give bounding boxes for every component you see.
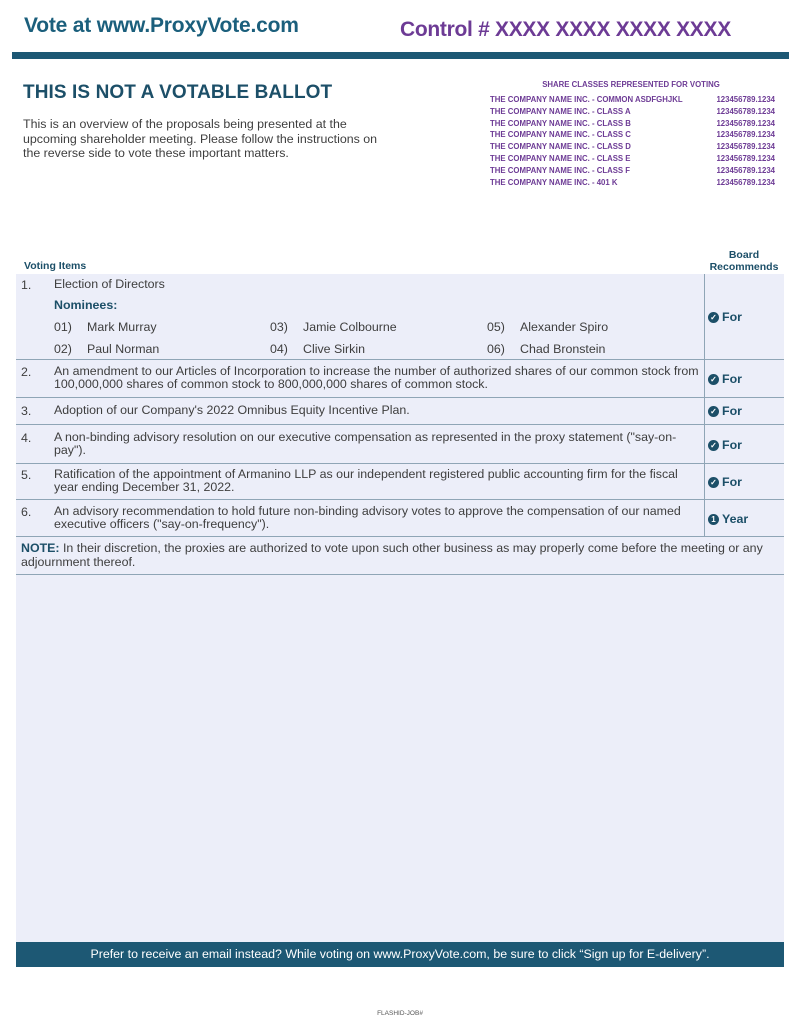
nominee-number: 05): [487, 320, 505, 334]
board-recommends-header: Board Recommends: [709, 249, 779, 273]
voting-item-5: [16, 464, 784, 500]
share-classes-box: [490, 80, 780, 188]
recommendation-label: For: [722, 404, 742, 418]
nominee: [54, 320, 157, 334]
item-text: Adoption of our Company's 2022 Omnibus Equity Incentive Plan.: [54, 403, 410, 417]
share-class-name: THE COMPANY NAME INC. - COMMON ASDFGHJKL: [490, 95, 683, 104]
nominee: [270, 342, 365, 356]
recommendation-value: [708, 404, 742, 418]
nominee-number: 02): [54, 342, 72, 356]
board-recommendation: [704, 425, 784, 463]
voting-item-6: [16, 500, 784, 537]
item-text: A non-binding advisory resolution on our executive compensation as represented in the proxy statement ("say-on-pay").: [54, 430, 677, 457]
recommendation-label: For: [722, 372, 742, 386]
nominee-number: 01): [54, 320, 72, 334]
vote-url-heading: Vote at www.ProxyVote.com: [24, 14, 299, 37]
recommendation-label: For: [722, 475, 742, 489]
header-bar: [12, 52, 789, 59]
share-class-row: [490, 118, 780, 130]
share-class-row: [490, 106, 780, 118]
voting-item-4: [16, 425, 784, 464]
item-number: 2.: [21, 365, 32, 379]
item-number: 3.: [21, 404, 32, 418]
nominee-number: 04): [270, 342, 288, 356]
recommendation-label: For: [722, 310, 742, 324]
share-class-name: THE COMPANY NAME INC. - CLASS F: [490, 165, 631, 175]
share-class-value: 123456789.1234: [716, 142, 775, 152]
voting-item-2: [16, 360, 784, 398]
nominee-name: Paul Norman: [87, 342, 160, 356]
share-class-value: 123456789.1234: [716, 106, 775, 116]
share-class-value: 123456789.1234: [716, 95, 775, 104]
check-circle-icon: ✓: [708, 406, 719, 417]
nominee-name: Clive Sirkin: [303, 342, 365, 356]
check-circle-icon: ✓: [708, 374, 719, 385]
nominee: [270, 320, 397, 334]
item-text: An amendment to our Articles of Incorporation to increase the number of authorized shares of our common stock from 100,000,000 shares of common stock to 800,000,000 shares of common stock.: [54, 364, 699, 391]
share-class-name: THE COMPANY NAME INC. - 401 K: [490, 177, 618, 187]
board-recommendation: [704, 360, 784, 397]
check-circle-icon: ✓: [708, 312, 719, 323]
check-circle-icon: ✓: [708, 440, 719, 451]
flash-id: FLASHID-JOB#: [377, 1010, 423, 1017]
share-class-row: [490, 94, 780, 106]
share-class-name: THE COMPANY NAME INC. - CLASS C: [490, 130, 631, 140]
share-class-value: 123456789.1234: [716, 118, 775, 128]
share-class-value: 123456789.1234: [716, 177, 775, 187]
share-class-name: THE COMPANY NAME INC. - CLASS B: [490, 118, 631, 128]
nominee-name: Jamie Colbourne: [303, 320, 397, 334]
recommendation-value: [708, 475, 742, 489]
nominee-number: 06): [487, 342, 505, 356]
note-text: In their discretion, the proxies are authorized to vote upon such other business as may properly come before the meeting or any adjournment thereof.: [21, 541, 763, 569]
voting-items-header: Voting Items: [24, 260, 87, 272]
share-class-value: 123456789.1234: [716, 130, 775, 140]
share-class-value: 123456789.1234: [716, 165, 775, 175]
one-circle-icon: 1: [708, 514, 719, 525]
recommendation-value: [708, 438, 742, 452]
item-number: 4.: [21, 431, 32, 445]
recommendation-value: [708, 372, 742, 386]
share-class-name: THE COMPANY NAME INC. - CLASS E: [490, 153, 631, 163]
nominees-label: Nominees:: [54, 298, 118, 312]
ballot-title: THIS IS NOT A VOTABLE BALLOT: [23, 82, 333, 103]
nominee-name: Mark Murray: [87, 320, 157, 334]
voting-item-1: [16, 274, 784, 360]
nominee-number: 03): [270, 320, 288, 334]
item-text: Ratification of the appointment of Armanino LLP as our independent registered public accounting firm for the fiscal year ending December 31, 2022.: [54, 467, 678, 494]
nominee: [487, 342, 605, 356]
e-delivery-banner: Prefer to receive an email instead? While voting on www.ProxyVote.com, be sure to click “Sign up for E-delivery”.: [16, 942, 784, 967]
item-number: 6.: [21, 505, 32, 519]
recommendation-label: For: [722, 438, 742, 452]
recommendation-value: [708, 512, 748, 526]
share-class-row: [490, 153, 780, 165]
share-class-value: 123456789.1234: [716, 153, 775, 163]
share-class-row: [490, 129, 780, 141]
board-recommendation: [704, 500, 784, 536]
check-circle-icon: ✓: [708, 477, 719, 488]
share-classes-title: SHARE CLASSES REPRESENTED FOR VOTING: [542, 80, 720, 89]
share-class-row: [490, 165, 780, 177]
board-recommendation: [704, 274, 784, 359]
item-number: 1.: [21, 278, 32, 292]
share-class-name: THE COMPANY NAME INC. - CLASS A: [490, 106, 631, 116]
recommendation-label: Year: [722, 512, 749, 526]
item-text: Election of Directors: [54, 277, 165, 291]
ballot-intro: This is an overview of the proposals being presented at the upcoming shareholder meeting. Please follow the instructions on the reverse side to vote these important matters.: [23, 117, 378, 160]
note-label: NOTE:: [21, 541, 60, 555]
board-recommendation: [704, 398, 784, 424]
board-recommendation: [704, 464, 784, 499]
share-class-row: [490, 141, 780, 153]
item-text: An advisory recommendation to hold future non-binding advisory votes to approve the compensation of our named executive officers ("say-on-frequency").: [54, 504, 681, 531]
voting-item-3: [16, 398, 784, 425]
item-number: 5.: [21, 468, 32, 482]
control-number: Control # XXXX XXXX XXXX XXXX: [400, 18, 731, 41]
share-class-name: THE COMPANY NAME INC. - CLASS D: [490, 142, 631, 152]
recommendation-value: [708, 310, 742, 324]
share-class-row: [490, 177, 780, 189]
nominee: [54, 342, 159, 356]
note: [16, 537, 784, 575]
nominee-name: Chad Bronstein: [520, 342, 606, 356]
nominee: [487, 320, 608, 334]
nominee-name: Alexander Spiro: [520, 320, 609, 334]
